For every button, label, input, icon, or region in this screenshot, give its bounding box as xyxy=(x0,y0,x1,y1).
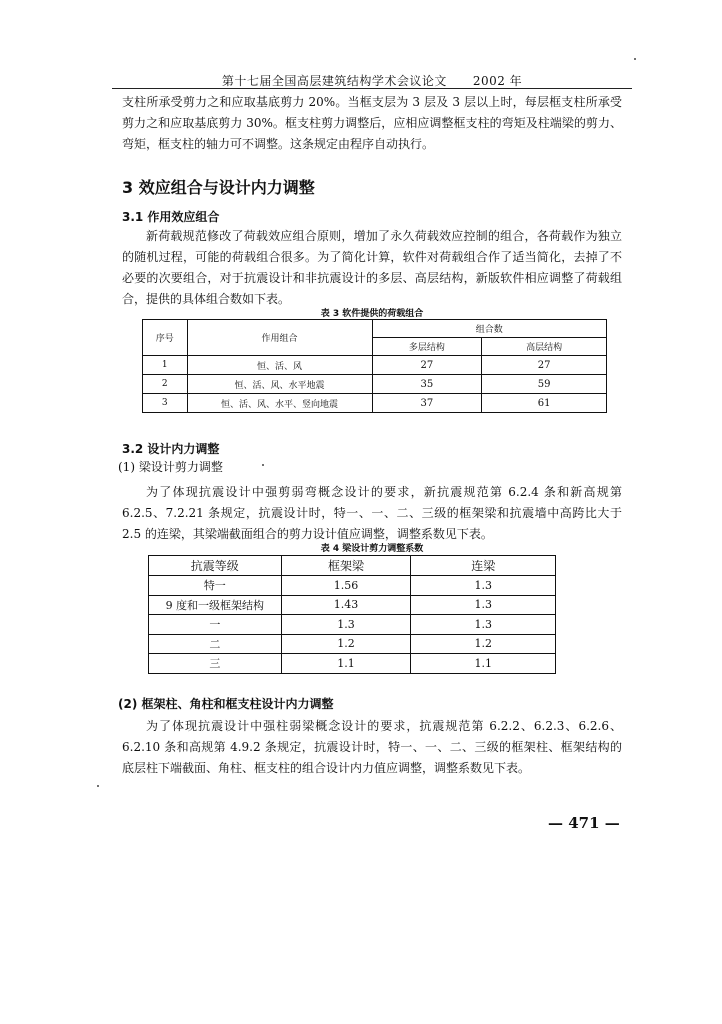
table-cell: 一 xyxy=(149,615,282,635)
table-row xyxy=(149,576,556,596)
table-3-header-combo: 作用组合 xyxy=(187,320,372,356)
table-cell: 2 xyxy=(143,375,188,394)
table-cell: 27 xyxy=(372,356,482,375)
table-cell: 1 xyxy=(143,356,188,375)
table-cell: 3 xyxy=(143,394,188,413)
table-cell: 1.2 xyxy=(411,634,556,654)
scan-speck xyxy=(97,785,99,787)
table-cell: 恒、活、风 xyxy=(187,356,372,375)
table-4 xyxy=(148,555,556,674)
table-cell: 1.2 xyxy=(281,634,411,654)
table-4-header-frame-beam: 框架梁 xyxy=(281,556,411,576)
table-cell: 59 xyxy=(482,375,607,394)
table-4-header-coupling-beam: 连梁 xyxy=(411,556,556,576)
table-row xyxy=(149,615,556,635)
page-number: — 471 — xyxy=(548,814,620,832)
table-row xyxy=(149,654,556,674)
table-cell: 1.3 xyxy=(281,615,411,635)
subsection-2-heading: (2) 框架柱、角柱和框支柱设计内力调整 xyxy=(118,697,334,711)
table-3-header-index: 序号 xyxy=(143,320,188,356)
table-cell: 特一 xyxy=(149,576,282,596)
running-header xyxy=(112,72,632,89)
table-3-header-multi: 多层结构 xyxy=(372,338,482,356)
header-rule xyxy=(112,88,632,89)
table-3-header-count: 组合数 xyxy=(372,320,606,338)
table-cell: 1.3 xyxy=(411,615,556,635)
table-cell: 恒、活、风、水平、竖向地震 xyxy=(187,394,372,413)
subsection-2-paragraph: 为了体现抗震设计中强柱弱梁概念设计的要求，抗震规范第 6.2.2、6.2.3、6.2.6、6.2.10 条和高规第 4.9.2 条规定，抗震设计时，特一、一、二、三级的框架柱、框架结构的底层柱下端截面、角柱、框支柱的组合设计内力值应调整，调整系数见下表。 xyxy=(122,719,622,775)
table-row xyxy=(149,595,556,615)
header-year: 2002 年 xyxy=(472,74,523,88)
table-cell: 1.3 xyxy=(411,576,556,596)
table-3 xyxy=(142,319,607,413)
intro-paragraph: 支柱所承受剪力之和应取基底剪力 20%。当框支层为 3 层及 3 层以上时，每层框支柱所承受剪力之和应取基底剪力 30%。框支柱剪力调整后，应相应调整框支柱的弯矩及柱端梁的剪力、弯矩，框支柱的轴力可不调整。这条规定由程序自动执行。 xyxy=(122,95,622,151)
subsection-1-paragraph: 为了体现抗震设计中强剪弱弯概念设计的要求，新抗震规范第 6.2.4 条和新高规第 6.2.5、7.2.21 条规定，抗震设计时，特一、一、二、三级的框架梁和抗震墙中高跨比大于 2.5 的连梁，其梁端截面组合的剪力设计值应调整，调整系数见下表。 xyxy=(122,485,622,541)
scan-speck xyxy=(262,464,264,466)
table-cell: 恒、活、风、水平地震 xyxy=(187,375,372,394)
table-row xyxy=(143,356,607,375)
table-cell: 1.1 xyxy=(281,654,411,674)
table-row xyxy=(149,634,556,654)
table-3-caption: 表 3 软件提供的荷载组合 xyxy=(320,309,424,319)
table-row xyxy=(143,394,607,413)
section-3-1-paragraph: 新荷载规范修改了荷载效应组合原则，增加了永久荷载效应控制的组合，各荷载作为独立的随机过程，可能的荷载组合很多。为了简化计算，软件对荷载组合作了适当简化，去掉了不必要的次要组合，对于抗震设计和非抗震设计的多层、高层结构，新版软件相应调整了荷载组合，提供的具体组合数如下表。 xyxy=(122,229,622,306)
table-cell: 1.56 xyxy=(281,576,411,596)
section-3-2-heading: 3.2 设计内力调整 xyxy=(122,442,220,456)
header-title: 第十七届全国高层建筑结构学术会议论文 xyxy=(221,74,447,88)
table-cell: 61 xyxy=(482,394,607,413)
scan-speck xyxy=(634,58,636,60)
table-cell: 1.3 xyxy=(411,595,556,615)
table-cell: 二 xyxy=(149,634,282,654)
subsection-1-heading: (1) 梁设计剪力调整 xyxy=(118,460,223,474)
table-row xyxy=(143,375,607,394)
table-3-header-high: 高层结构 xyxy=(482,338,607,356)
section-3-title: 3 效应组合与设计内力调整 xyxy=(122,178,315,197)
table-cell: 35 xyxy=(372,375,482,394)
table-cell: 三 xyxy=(149,654,282,674)
table-cell: 1.1 xyxy=(411,654,556,674)
table-cell: 27 xyxy=(482,356,607,375)
table-cell: 37 xyxy=(372,394,482,413)
table-4-header-grade: 抗震等级 xyxy=(149,556,282,576)
section-3-1-heading: 3.1 作用效应组合 xyxy=(122,210,220,224)
table-4-caption: 表 4 梁设计剪力调整系数 xyxy=(320,544,424,554)
table-cell: 1.43 xyxy=(281,595,411,615)
table-cell: 9 度和一级框架结构 xyxy=(149,595,282,615)
